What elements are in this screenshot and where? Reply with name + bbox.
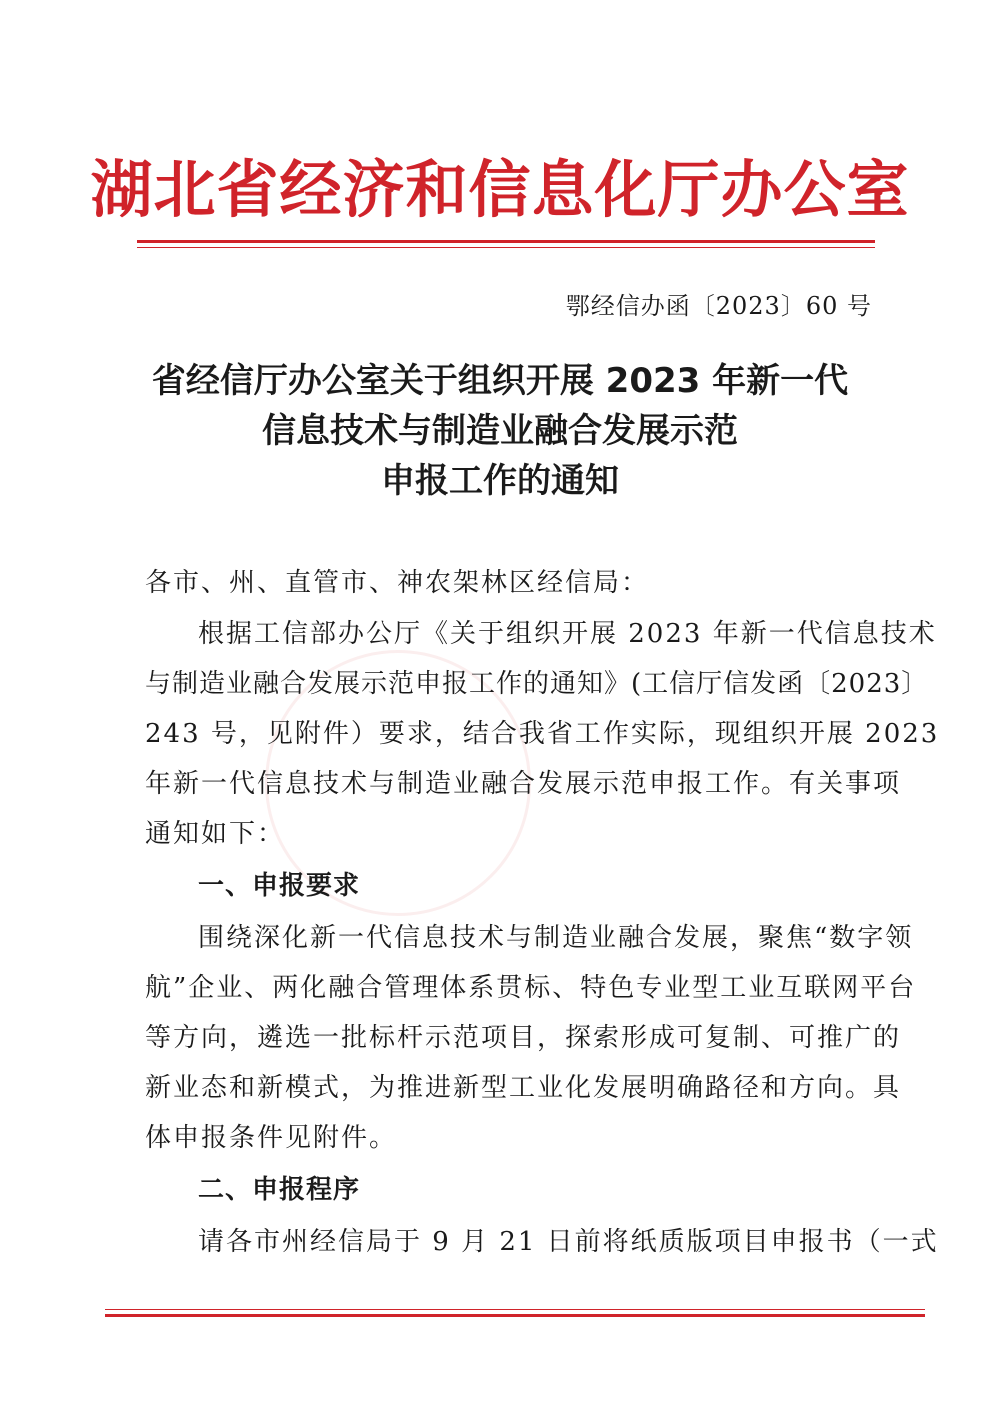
paragraph-1-line-3: 243 号，见附件）要求，结合我省工作实际，现组织开展 2023: [145, 719, 940, 749]
paragraph-1-line-5: 通知如下：: [145, 819, 286, 849]
paragraph-3-line-1: 请各市州经信局于 9 月 21 日前将纸质版项目申报书（一式: [198, 1227, 939, 1257]
salutation: 各市、州、直管市、神农架林区经信局：: [145, 568, 650, 598]
footer-rule-thin: [105, 1309, 925, 1310]
paragraph-2-line-1: 围绕深化新一代信息技术与制造业融合发展，聚焦“数字领: [198, 923, 914, 953]
paragraph-2-line-4: 新业态和新模式，为推进新型工业化发展明确路径和方向。具: [145, 1073, 902, 1103]
paragraph-2-line-5: 体申报条件见附件。: [145, 1123, 398, 1153]
section-2-heading: 二、申报程序: [198, 1175, 361, 1205]
document-number: 鄂经信办函〔2023〕60 号: [565, 292, 872, 320]
header-org-name: 湖北省经济和信息化厅办公室: [90, 153, 910, 226]
paragraph-2-line-3: 等方向，遴选一批标杆示范项目，探索形成可复制、可推广的: [145, 1023, 902, 1053]
paragraph-1-line-2: 与制造业融合发展示范申报工作的通知》(工信厅信发函〔2023〕: [145, 669, 929, 699]
document-title-line-1: 省经信厅办公室关于组织开展 2023 年新一代: [151, 361, 849, 401]
paragraph-1-line-4: 年新一代信息技术与制造业融合发展示范申报工作。有关事项: [145, 769, 902, 799]
header-rule-thick: [137, 240, 875, 243]
document-title-line-3: 申报工作的通知: [381, 461, 619, 501]
document-title-line-2: 信息技术与制造业融合发展示范: [262, 411, 738, 451]
header-rule-thin: [137, 247, 875, 248]
paragraph-2-line-2: 航”企业、两化融合管理体系贯标、特色专业型工业互联网平台: [145, 973, 917, 1003]
footer-rule-thick: [105, 1314, 925, 1317]
paragraph-1-line-1: 根据工信部办公厅《关于组织开展 2023 年新一代信息技术: [198, 619, 937, 649]
section-1-heading: 一、申报要求: [198, 871, 361, 901]
